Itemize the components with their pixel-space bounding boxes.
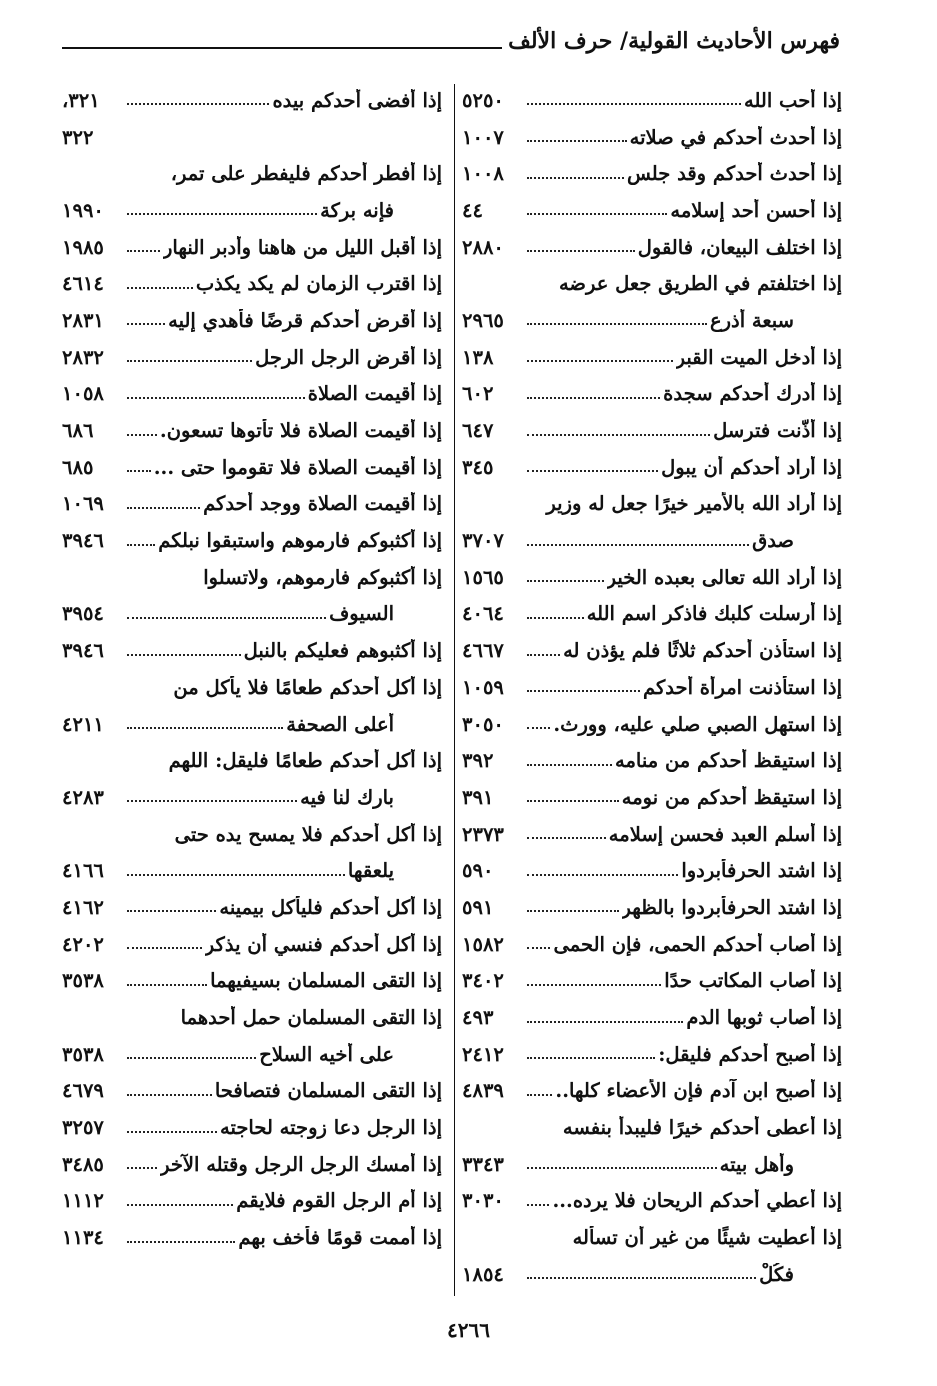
- entry-text: سبعة أذرع: [709, 308, 794, 332]
- dot-leader: [527, 727, 550, 729]
- dot-leader: [527, 580, 604, 582]
- index-entry: [62, 229, 442, 266]
- index-entry: [62, 1109, 442, 1146]
- entry-number: ١٠٠٨: [462, 162, 504, 186]
- entry-number: ٢٣٧٣: [462, 822, 504, 846]
- entry-text: إذا اشتد الحرفأبردوا: [681, 859, 842, 883]
- index-entry: [462, 1146, 842, 1183]
- dot-leader: [527, 397, 660, 399]
- index-entry: [462, 449, 842, 486]
- index-entry: [462, 706, 842, 743]
- entry-number: ٥٩٠: [462, 859, 494, 883]
- dot-leader: [527, 140, 627, 142]
- entry-text: فكُلْ: [759, 1262, 794, 1286]
- index-entry: [62, 522, 442, 559]
- dot-leader: [527, 800, 619, 802]
- dot-leader: [527, 1204, 549, 1206]
- dot-leader: [127, 250, 160, 252]
- entry-number: ٣٥٣٨: [62, 1042, 104, 1066]
- index-entry: [62, 82, 442, 119]
- index-entry: [62, 852, 442, 889]
- entry-text: إذا التقى المسلمان بسيفيهما: [210, 969, 442, 993]
- index-entry: [62, 192, 442, 229]
- index-entry: [462, 999, 842, 1036]
- dot-leader: [127, 874, 345, 876]
- index-entry: [62, 449, 442, 486]
- dot-leader: [127, 287, 193, 289]
- entry-number: ٣٩٤٦: [62, 529, 104, 553]
- entry-text: إذا أكل أحدكم فلا يمسح يده حتى: [174, 822, 442, 846]
- dot-leader: [527, 617, 584, 619]
- entry-number: ١٥٨٢: [462, 932, 504, 956]
- index-entry: [462, 265, 842, 302]
- index-entry: [62, 302, 442, 339]
- dot-leader: [527, 1021, 683, 1023]
- entry-text: السيوف: [329, 602, 394, 626]
- index-entry: [462, 1109, 842, 1146]
- dot-leader: [127, 1094, 212, 1096]
- entry-text: إذا أصبح أحدكم فليقل:: [658, 1042, 842, 1066]
- entry-number: ١٠٥٩: [462, 675, 504, 699]
- index-entry: [62, 596, 442, 633]
- page-header: [62, 28, 840, 54]
- dot-leader: [527, 837, 606, 839]
- entry-number: ٤١٦٦: [62, 859, 104, 883]
- entry-text: إذا الرجل دعا زوجته لحاجته: [220, 1116, 442, 1140]
- index-entry: [462, 376, 842, 413]
- index-entry: [62, 119, 442, 156]
- entry-number: ٢٩٦٥: [462, 308, 504, 332]
- dot-leader: [127, 507, 200, 509]
- index-entry: [462, 632, 842, 669]
- dot-leader: [527, 177, 624, 179]
- dot-leader: [527, 434, 710, 436]
- entry-number: ٣٠٣٠: [462, 1189, 504, 1213]
- entry-text: إذا أكل أحدكم فليأكل بيمينه: [219, 895, 442, 919]
- entry-number: ٣٧٠٧: [462, 529, 504, 553]
- entry-number: ١٣٨: [462, 345, 494, 369]
- entry-text: وأهل بيته: [719, 1152, 794, 1176]
- index-entry: [462, 779, 842, 816]
- entry-number: ٢٨٨٠: [462, 235, 504, 259]
- entry-text: صدق: [752, 529, 794, 553]
- entry-number: ٤٦٧٩: [62, 1079, 104, 1103]
- entry-number: ١٠٠٧: [462, 125, 504, 149]
- index-entry: [462, 1256, 842, 1293]
- index-entry: [62, 1219, 442, 1256]
- index-entry: [462, 1183, 842, 1220]
- dot-leader: [527, 1057, 655, 1059]
- dot-leader: [527, 654, 560, 656]
- index-entry: [62, 999, 442, 1036]
- entry-number: ٤١٦٢: [62, 895, 104, 919]
- dot-leader: [527, 323, 707, 325]
- index-entry: [462, 1219, 842, 1256]
- dot-leader: [527, 360, 673, 362]
- index-entry: [462, 742, 842, 779]
- entry-number: ٣٤٨٥: [62, 1152, 104, 1176]
- dot-leader: [127, 727, 283, 729]
- entry-number: ٦٨٦: [62, 419, 94, 443]
- dot-leader: [527, 874, 678, 876]
- entry-number: ٣٩١: [462, 785, 494, 809]
- entry-number: ٤٠٦٤: [462, 602, 504, 626]
- entry-number: ٣٤٠٢: [462, 969, 504, 993]
- index-entry: [62, 412, 442, 449]
- entry-text: إذا أدخل الميت القبر: [675, 345, 842, 369]
- dot-leader: [127, 1167, 157, 1169]
- dot-leader: [127, 103, 269, 105]
- page-title: فهرس الأحاديث القولية/ حرف الألف: [508, 28, 840, 54]
- index-entry: [62, 889, 442, 926]
- index-entry: [462, 229, 842, 266]
- entry-number: ٣٢١،: [62, 88, 100, 112]
- index-entry: [62, 1183, 442, 1220]
- entry-number: ٣٢٢: [62, 125, 94, 149]
- entry-text: إذا أصبح ابن آدم فإن الأعضاء كلها..: [555, 1079, 842, 1103]
- index-entry: [462, 963, 842, 1000]
- entry-number: ٥٢٥٠: [462, 88, 504, 112]
- index-entry: [462, 1036, 842, 1073]
- entry-text: إذا أحدث أحدكم وقد جلس: [626, 162, 842, 186]
- entry-text: بارك لنا فيه: [300, 785, 394, 809]
- entry-text: إذا أقرض أحدكم قرضًا فأهدي إليه: [168, 308, 442, 332]
- entry-text: إذا أسلم العبد فحسن إسلامه: [608, 822, 842, 846]
- entry-text: إذا أقبل الليل من هاهنا وأدبر النهار: [162, 235, 442, 259]
- index-entry: [62, 339, 442, 376]
- index-entry: [62, 963, 442, 1000]
- entry-text: إذا استيقظ أحدكم من نومه: [621, 785, 842, 809]
- dot-leader: [127, 617, 326, 619]
- dot-leader: [527, 103, 741, 105]
- index-entry: [62, 265, 442, 302]
- index-entry: [462, 82, 842, 119]
- entry-number: ٣٩٢: [462, 749, 494, 773]
- dot-leader: [127, 1204, 233, 1206]
- entry-number: ٦٠٢: [462, 382, 494, 406]
- index-entry: [462, 412, 842, 449]
- index-entry: [62, 376, 442, 413]
- entry-text: إذا أحدث أحدكم في صلاته: [629, 125, 842, 149]
- dot-leader: [127, 213, 317, 215]
- entry-number: ٣٣٤٣: [462, 1152, 504, 1176]
- entry-text: إذا أكل أحدكم طعامًا فلا يأكل من: [173, 675, 442, 699]
- entry-number: ٣٠٥٠: [462, 712, 504, 736]
- index-entry: [462, 559, 842, 596]
- dot-leader: [527, 250, 635, 252]
- entry-number: ٣٥٣٨: [62, 969, 104, 993]
- entry-text: إذا أراد أحدكم أن يبول: [661, 455, 842, 479]
- entry-number: ٣٤٥: [462, 455, 494, 479]
- dot-leader: [127, 434, 157, 436]
- entry-text: إذا استأذن أحدكم ثلاثًا فلم يؤذن له: [563, 639, 842, 663]
- index-entry: [62, 559, 442, 596]
- index-entry: [62, 486, 442, 523]
- entry-text: إذا أكثبوكم فارموهم واستبقوا نبلكم: [158, 529, 442, 553]
- entry-text: إذا استيقظ أحدكم من منامه: [614, 749, 842, 773]
- index-entry: [462, 119, 842, 156]
- entry-number: ٤٦٦٧: [462, 639, 504, 663]
- entry-text: إذا أصاب المكاتب حدًا: [664, 969, 842, 993]
- dot-leader: [127, 397, 305, 399]
- entry-text: إذا أفضى أحدكم بيده: [272, 88, 442, 112]
- dot-leader: [127, 1057, 256, 1059]
- entry-text: على أخيه السلاح: [259, 1042, 394, 1066]
- entry-text: إذا أدرك أحدكم سجدة: [663, 382, 842, 406]
- index-entry: [62, 706, 442, 743]
- index-entry: [462, 339, 842, 376]
- dot-leader: [527, 1094, 552, 1096]
- entry-number: ٢٤١٢: [462, 1042, 504, 1066]
- index-entry: [462, 889, 842, 926]
- entry-text: إذا أرسلت كلبك فاذكر اسم الله: [586, 602, 842, 626]
- entry-number: ١٩٩٠: [62, 198, 104, 222]
- index-entry: [462, 155, 842, 192]
- header-rule: [62, 47, 502, 49]
- entry-number: ٢٨٣١: [62, 308, 104, 332]
- index-entry: [462, 522, 842, 559]
- entry-number: ٣٩٥٤: [62, 602, 104, 626]
- page-number: ٤٢٦٦: [447, 1318, 490, 1342]
- index-entry: [62, 155, 442, 192]
- entry-text: إذا أقيمت الصلاة فلا تقوموا حتى ...: [153, 455, 442, 479]
- entry-text: إذا استهل الصبي صلي عليه، وورث.: [553, 712, 842, 736]
- index-entry: [62, 742, 442, 779]
- dot-leader: [127, 323, 165, 325]
- index-entry: [462, 926, 842, 963]
- entry-number: ١٠٦٩: [62, 492, 104, 516]
- entry-text: إذا أكل أحدكم فنسي أن يذكر: [204, 932, 442, 956]
- entry-text: إذا أكل أحدكم طعامًا فليقل: اللهم: [168, 749, 442, 773]
- entry-text: إذا التقى المسلمان حمل أحدهما: [180, 1006, 442, 1030]
- dot-leader: [527, 764, 612, 766]
- entry-number: ١١١٢: [62, 1189, 104, 1213]
- entry-text: إذا أراد الله تعالى بعبده الخير: [606, 565, 842, 589]
- dot-leader: [527, 213, 667, 215]
- entry-text: إذا أقيمت الصلاة فلا تأتوها تسعون.: [159, 419, 442, 443]
- entry-text: إذا أراد الله بالأمير خيرًا جعل له وزير: [546, 492, 842, 516]
- dot-leader: [527, 910, 619, 912]
- index-entry: [62, 669, 442, 706]
- dot-leader: [527, 984, 661, 986]
- entry-number: ٦٤٧: [462, 419, 494, 443]
- entry-text: إذا اختلفتم في الطريق جعل عرضه: [558, 272, 842, 296]
- index-entry: [462, 302, 842, 339]
- index-entry: [462, 596, 842, 633]
- entry-text: إذا اشتد الحرفأبردوا بالظهر: [621, 895, 842, 919]
- dot-leader: [127, 800, 297, 802]
- entry-text: إذا أمسك الرجل الرجل وقتله الآخر: [160, 1152, 442, 1176]
- entry-text: إذا أقيمت الصلاة ووجد أحدكم: [203, 492, 442, 516]
- entry-number: ١٠٥٨: [62, 382, 104, 406]
- index-entry: [462, 1073, 842, 1110]
- entry-number: ٤٢٨٣: [62, 785, 104, 809]
- entry-text: إذا أذّنت فترسل: [713, 419, 842, 443]
- entry-text: إذا أحب الله: [744, 88, 842, 112]
- dot-leader: [127, 544, 155, 546]
- left-column: [62, 82, 442, 1256]
- entry-number: ٤٦١٤: [62, 272, 104, 296]
- dot-leader: [127, 654, 241, 656]
- index-entry: [462, 192, 842, 229]
- index-entry: [62, 1146, 442, 1183]
- index-entry: [462, 852, 842, 889]
- dot-leader: [127, 947, 202, 949]
- dot-leader: [127, 1131, 217, 1133]
- entry-number: ٤٨٣٩: [462, 1079, 504, 1103]
- entry-number: ٦٨٥: [62, 455, 94, 479]
- entry-number: ٤٢١١: [62, 712, 104, 736]
- index-entry: [462, 486, 842, 523]
- dot-leader: [527, 470, 658, 472]
- entry-text: إذا أفطر أحدكم فليفطر على تمر،: [170, 162, 442, 186]
- index-entry: [62, 779, 442, 816]
- entry-number: ٤٤: [462, 198, 483, 222]
- entry-number: ١١٣٤: [62, 1226, 104, 1250]
- entry-text: إذا أصاب أحدكم الحمى، فإن الحمى: [553, 932, 842, 956]
- entry-number: ٣٩٤٦: [62, 639, 104, 663]
- dot-leader: [527, 690, 640, 692]
- entry-text: إذا التقى المسلمان فتصافحا: [214, 1079, 442, 1103]
- entry-text: إذا أعطيت شيئًا من غير أن تسأله: [572, 1226, 842, 1250]
- entry-text: إذا أكثبوكم فارموهم، ولاتسلوا: [203, 565, 442, 589]
- entry-text: إذا استأذنت امرأة أحدكم: [643, 675, 842, 699]
- index-entry: [62, 1073, 442, 1110]
- dot-leader: [527, 1167, 717, 1169]
- entry-number: ٥٩١: [462, 895, 494, 919]
- entry-text: أعلى الصحفة: [286, 712, 394, 736]
- index-entry: [62, 632, 442, 669]
- entry-number: ١٨٥٤: [462, 1262, 504, 1286]
- right-column: [462, 82, 842, 1293]
- entry-number: ٣٢٥٧: [62, 1116, 104, 1140]
- dot-leader: [127, 984, 207, 986]
- entry-number: ٢٨٣٢: [62, 345, 104, 369]
- entry-number: ٤٢٠٢: [62, 932, 104, 956]
- dot-leader: [527, 947, 550, 949]
- dot-leader: [127, 910, 216, 912]
- column-divider: [454, 84, 455, 1296]
- entry-number: ١٩٨٥: [62, 235, 104, 259]
- dot-leader: [127, 360, 252, 362]
- entry-text: إذا أم الرجل القوم فلايقم: [236, 1189, 442, 1213]
- dot-leader: [127, 1241, 235, 1243]
- index-entry: [62, 926, 442, 963]
- entry-text: إذا أصاب ثوبها الدم: [686, 1006, 842, 1030]
- entry-text: إذا أعطى أحدكم خيرًا فليبدأ بنفسه: [562, 1116, 842, 1140]
- dot-leader: [527, 544, 749, 546]
- entry-text: يلعقها: [347, 859, 394, 883]
- dot-leader: [127, 470, 151, 472]
- entry-text: إذا اختلف البيعان، فالقول: [637, 235, 842, 259]
- entry-text: فإنه بركة: [320, 198, 394, 222]
- index-entry: [462, 816, 842, 853]
- index-entry: [62, 816, 442, 853]
- entry-text: إذا أممت قومًا فأخف بهم: [238, 1226, 442, 1250]
- entry-text: إذا أحسن أحد إسلامه: [670, 198, 842, 222]
- entry-text: إذا أقيمت الصلاة: [307, 382, 442, 406]
- index-entry: [462, 669, 842, 706]
- entry-number: ١٥٦٥: [462, 565, 504, 589]
- entry-text: إذا اقترب الزمان لم يكد يكذب: [195, 272, 442, 296]
- entry-text: إذا أعطي أحدكم الريحان فلا يرده...: [552, 1189, 842, 1213]
- entry-text: إذا أقرض الرجل الرجل: [255, 345, 442, 369]
- entry-text: إذا أكثبوهم فعليكم بالنبل: [243, 639, 442, 663]
- index-entry: [62, 1036, 442, 1073]
- dot-leader: [527, 1277, 756, 1279]
- entry-number: ٤٩٣: [462, 1006, 494, 1030]
